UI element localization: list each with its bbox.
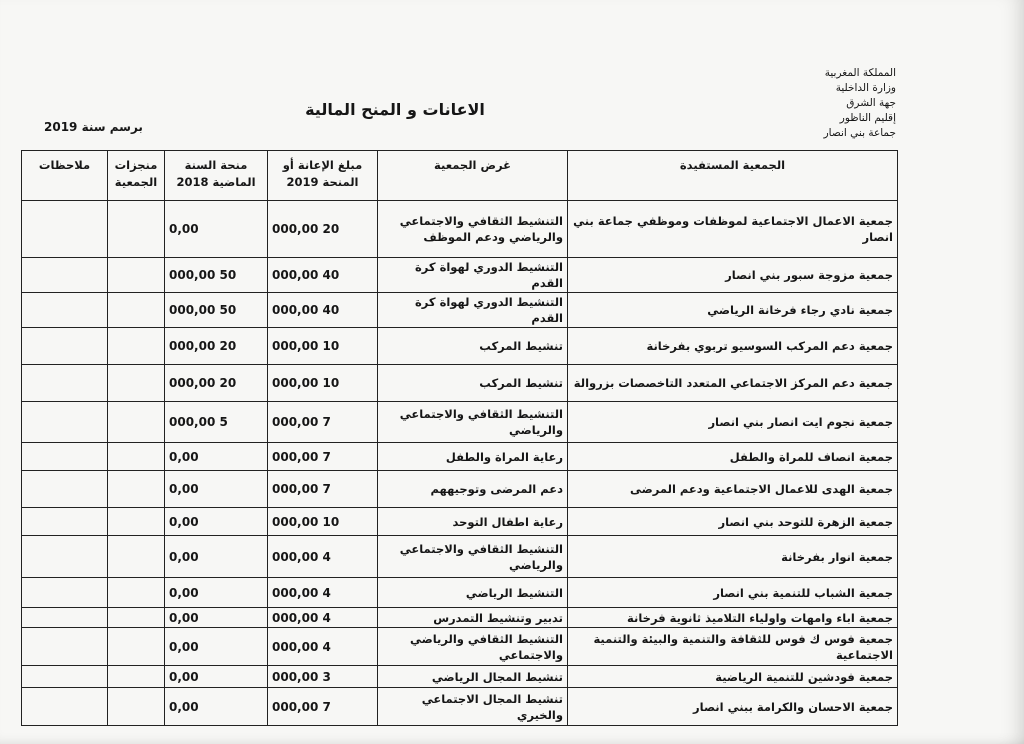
achievements-cell xyxy=(108,258,165,293)
achievements-cell xyxy=(108,508,165,536)
amount-2019-cell: 4 000,00 xyxy=(268,536,378,578)
beneficiary-cell: جمعية انوار بفرخانة xyxy=(568,536,898,578)
beneficiary-cell: جمعية نادي رجاء فرخانة الرياضي xyxy=(568,293,898,328)
table-row xyxy=(22,608,898,628)
previous-2018-cell: 0,00 xyxy=(165,608,268,628)
notes-cell xyxy=(22,293,108,328)
notes-cell xyxy=(22,402,108,443)
previous-2018-cell: 0,00 xyxy=(165,628,268,666)
header-previous-2018: منحة السنة الماضية 2018 xyxy=(165,151,268,201)
notes-cell xyxy=(22,688,108,726)
achievements-cell xyxy=(108,443,165,471)
table-row xyxy=(22,471,898,508)
header-beneficiary: الجمعية المستفيدة xyxy=(568,151,898,201)
beneficiary-cell: جمعية الاعمال الاجتماعية لموظفات وموظفي جماعة بني انصار xyxy=(568,201,898,258)
letterhead-line: جماعة بني انصار xyxy=(823,127,896,139)
table-row xyxy=(22,536,898,578)
notes-cell xyxy=(22,471,108,508)
previous-2018-cell: 0,00 xyxy=(165,578,268,608)
amount-2019-cell: 20 000,00 xyxy=(268,201,378,258)
previous-2018-cell: 50 000,00 xyxy=(165,293,268,328)
achievements-cell xyxy=(108,471,165,508)
achievements-cell xyxy=(108,536,165,578)
table-row xyxy=(22,328,898,365)
letterhead-line: جهة الشرق xyxy=(846,97,896,109)
header-achievements: منجزات الجمعية xyxy=(108,151,165,201)
notes-cell xyxy=(22,666,108,688)
notes-cell xyxy=(22,443,108,471)
letterhead xyxy=(696,66,896,141)
achievements-cell xyxy=(108,628,165,666)
purpose-cell: تنشيط المجال الاجتماعي والخيري xyxy=(378,688,568,726)
beneficiary-cell: جمعية دعم المركب السوسيو تربوي بفرخانة xyxy=(568,328,898,365)
beneficiary-cell: جمعية الاحسان والكرامة ببني انصار xyxy=(568,688,898,726)
header-notes: ملاحظات xyxy=(22,151,108,201)
beneficiary-cell: جمعية انصاف للمراة والطفل xyxy=(568,443,898,471)
amount-2019-cell: 10 000,00 xyxy=(268,328,378,365)
amount-2019-cell: 10 000,00 xyxy=(268,365,378,402)
previous-2018-cell: 0,00 xyxy=(165,201,268,258)
header-amount-2019: مبلغ الإعانة أو المنحة 2019 xyxy=(268,151,378,201)
purpose-cell: التنشيط الثقافي والاجتماعي والرياضي ودعم الموظف xyxy=(378,201,568,258)
amount-2019-cell: 4 000,00 xyxy=(268,608,378,628)
beneficiary-cell: جمعية فودشين للتنمية الرياضية xyxy=(568,666,898,688)
table-row xyxy=(22,666,898,688)
notes-cell xyxy=(22,258,108,293)
previous-2018-cell: 0,00 xyxy=(165,536,268,578)
beneficiary-cell: جمعية مزوجة سبور بني انصار xyxy=(568,258,898,293)
previous-2018-cell: 0,00 xyxy=(165,688,268,726)
beneficiary-cell: جمعية الزهرة للتوحد بني انصار xyxy=(568,508,898,536)
letterhead-line: المملكة المغربية xyxy=(824,67,896,79)
purpose-cell: التنشيط الثقافي والاجتماعي والرياضي xyxy=(378,402,568,443)
amount-2019-cell: 4 000,00 xyxy=(268,578,378,608)
table-row xyxy=(22,258,898,293)
table-row xyxy=(22,688,898,726)
notes-cell xyxy=(22,536,108,578)
table-row xyxy=(22,578,898,608)
achievements-cell xyxy=(108,402,165,443)
year-label: برسم سنة 2019 xyxy=(44,120,143,134)
notes-cell xyxy=(22,201,108,258)
purpose-cell: التنشيط الرياضي xyxy=(378,578,568,608)
purpose-cell: التنشيط الدوري لهواة كرة القدم xyxy=(378,258,568,293)
purpose-cell: التنشيط الثقافي والاجتماعي والرياضي xyxy=(378,536,568,578)
notes-cell xyxy=(22,328,108,365)
grants-table xyxy=(21,150,898,726)
table-body xyxy=(22,201,898,726)
beneficiary-cell: جمعية الشباب للتنمية بني انصار xyxy=(568,578,898,608)
purpose-cell: تدبير وتنشيط التمدرس xyxy=(378,608,568,628)
achievements-cell xyxy=(108,688,165,726)
amount-2019-cell: 4 000,00 xyxy=(268,628,378,666)
previous-2018-cell: 0,00 xyxy=(165,443,268,471)
purpose-cell: التنشيط الثقافي والرياضي والاجتماعي xyxy=(378,628,568,666)
amount-2019-cell: 3 000,00 xyxy=(268,666,378,688)
letterhead-line: وزارة الداخلية xyxy=(835,82,896,94)
beneficiary-cell: جمعية فوس ك فوس للثقافة والتنمية والبيئة والتنمية الاجتماعية xyxy=(568,628,898,666)
amount-2019-cell: 7 000,00 xyxy=(268,443,378,471)
purpose-cell: التنشيط الدوري لهواة كرة القدم xyxy=(378,293,568,328)
previous-2018-cell: 0,00 xyxy=(165,471,268,508)
purpose-cell: رعاية المراة والطفل xyxy=(378,443,568,471)
table-row xyxy=(22,293,898,328)
beneficiary-cell: جمعية نجوم ايت انصار بني انصار xyxy=(568,402,898,443)
amount-2019-cell: 10 000,00 xyxy=(268,508,378,536)
beneficiary-cell: جمعية اباء وامهات واولياء التلاميذ ثانوية فرخانة xyxy=(568,608,898,628)
amount-2019-cell: 40 000,00 xyxy=(268,258,378,293)
notes-cell xyxy=(22,628,108,666)
notes-cell xyxy=(22,365,108,402)
table-row xyxy=(22,402,898,443)
achievements-cell xyxy=(108,293,165,328)
notes-cell xyxy=(22,578,108,608)
notes-cell xyxy=(22,508,108,536)
purpose-cell: تنشيط المجال الرياضي xyxy=(378,666,568,688)
header-purpose: غرض الجمعية xyxy=(378,151,568,201)
achievements-cell xyxy=(108,201,165,258)
notes-cell xyxy=(22,608,108,628)
purpose-cell: تنشيط المركب xyxy=(378,365,568,402)
previous-2018-cell: 20 000,00 xyxy=(165,365,268,402)
amount-2019-cell: 40 000,00 xyxy=(268,293,378,328)
purpose-cell: تنشيط المركب xyxy=(378,328,568,365)
table-row xyxy=(22,365,898,402)
document-title: الاعانات و المنح المالية xyxy=(305,100,485,119)
letterhead-line: إقليم الناظور xyxy=(839,112,896,124)
header-row xyxy=(22,151,898,201)
beneficiary-cell: جمعية دعم المركز الاجتماعي المتعدد التاخصصات بزروالة xyxy=(568,365,898,402)
achievements-cell xyxy=(108,666,165,688)
table-row xyxy=(22,628,898,666)
previous-2018-cell: 0,00 xyxy=(165,508,268,536)
previous-2018-cell: 20 000,00 xyxy=(165,328,268,365)
table-row xyxy=(22,443,898,471)
previous-2018-cell: 0,00 xyxy=(165,666,268,688)
previous-2018-cell: 5 000,00 xyxy=(165,402,268,443)
achievements-cell xyxy=(108,608,165,628)
purpose-cell: دعم المرضى وتوجيههم xyxy=(378,471,568,508)
beneficiary-cell: جمعية الهدى للاعمال الاجتماعية ودعم المرضى xyxy=(568,471,898,508)
previous-2018-cell: 50 000,00 xyxy=(165,258,268,293)
amount-2019-cell: 7 000,00 xyxy=(268,471,378,508)
amount-2019-cell: 7 000,00 xyxy=(268,402,378,443)
purpose-cell: رعاية اطفال التوحد xyxy=(378,508,568,536)
table-row xyxy=(22,201,898,258)
achievements-cell xyxy=(108,578,165,608)
table-row xyxy=(22,508,898,536)
achievements-cell xyxy=(108,328,165,365)
amount-2019-cell: 7 000,00 xyxy=(268,688,378,726)
achievements-cell xyxy=(108,365,165,402)
